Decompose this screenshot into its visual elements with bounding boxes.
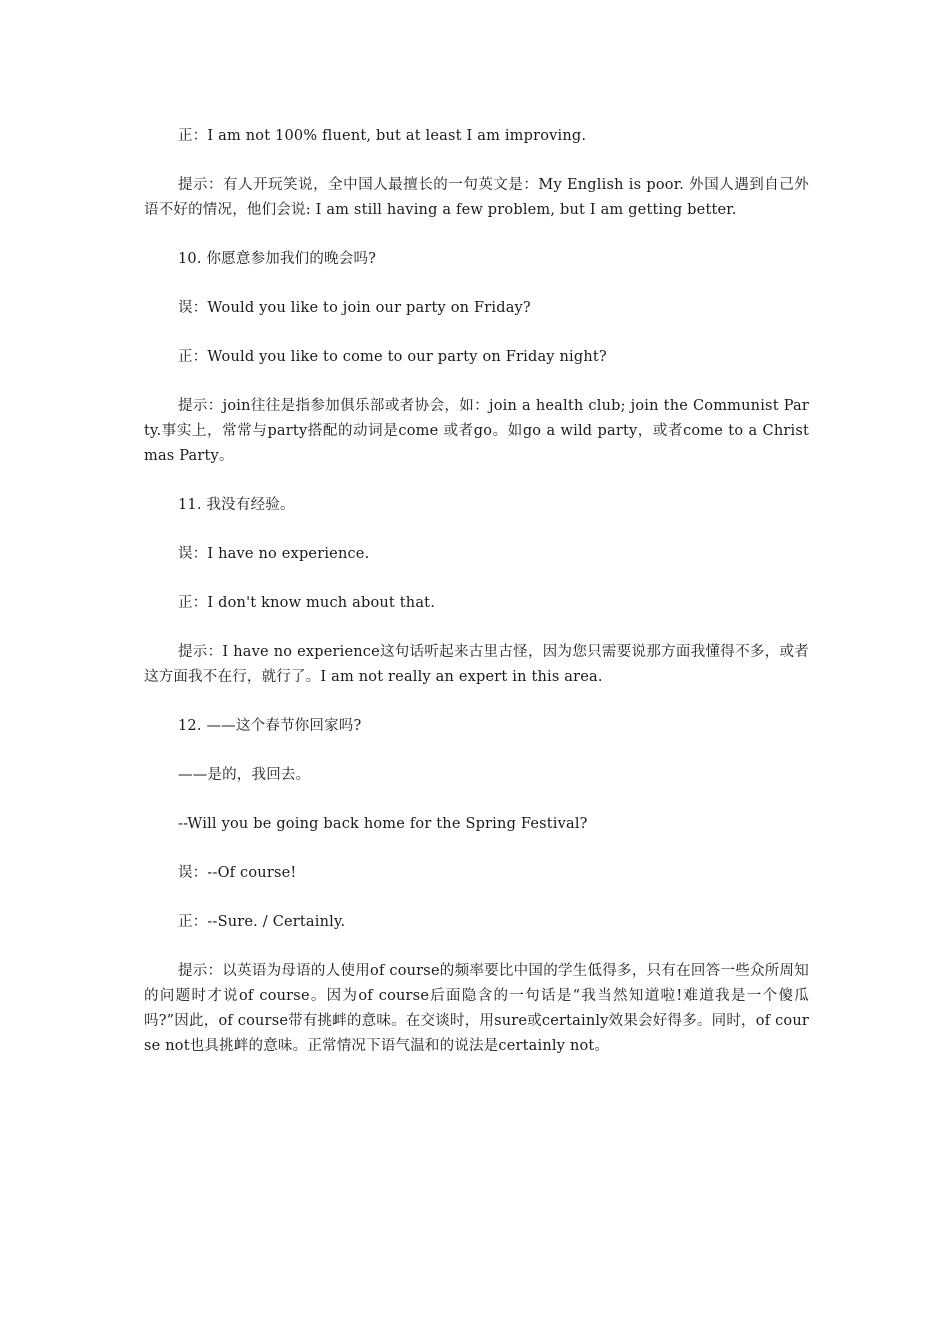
paragraph-answer-yes: ——是的，我回去。 [178,767,311,783]
paragraph-wrong-of-course: 误：--Of course! [178,865,297,881]
paragraph-correct-fluent: 正：I am not 100% fluent, but at least I am improving. [178,128,587,144]
paragraph-wrong-join-party: 误：Would you like to join our party on Friday? [178,300,531,316]
paragraph-tip-of-course: 提示：以英语为母语的人使用of course的频率要比中国的学生低得多，只有在回答一些众所周知的问题时才说of course。因为of course后面隐含的一句话是“我当然知道啦!难道我是一个傻瓜吗?”因此，of course带有挑衅的意味。在交谈时，用sure或certainly效果会好得多。同时，of course not也具挑衅的意味。正常情况下语气温和的说法是certainly not。 [144,963,809,1054]
paragraph-correct-come-party: 正：Would you like to come to our party on Friday night? [178,349,607,365]
paragraph-tip-join: 提示：join往往是指参加俱乐部或者协会，如：join a health club; join the Communist Party.事实上，常常与party搭配的动词是come 或者go。如go a wild party，或者come to a Christmas Party。 [144,398,809,464]
paragraph-correct-sure: 正：--Sure. / Certainly. [178,914,346,930]
item-12-heading: 12. ——这个春节你回家吗? [178,718,362,734]
item-10-heading: 10. 你愿意参加我们的晚会吗? [178,251,377,267]
paragraph-tip-experience: 提示：I have no experience这句话听起来古里古怪，因为您只需要说那方面我懂得不多，或者这方面我不在行，就行了。I am not really an expert in this area. [144,644,809,685]
document-body [144,124,809,1059]
item-11-heading: 11. 我没有经验。 [178,497,295,513]
paragraph-wrong-experience: 误：I have no experience. [178,546,370,562]
paragraph-correct-know-much: 正：I don't know much about that. [178,595,436,611]
paragraph-tip-english-poor: 提示：有人开玩笑说，全中国人最擅长的一句英文是：My English is poor. 外国人遇到自己外语不好的情况，他们会说: I am still having a few problem, but I am getting better. [144,177,809,218]
paragraph-question-spring-festival: --Will you be going back home for the Spring Festival? [178,816,588,832]
